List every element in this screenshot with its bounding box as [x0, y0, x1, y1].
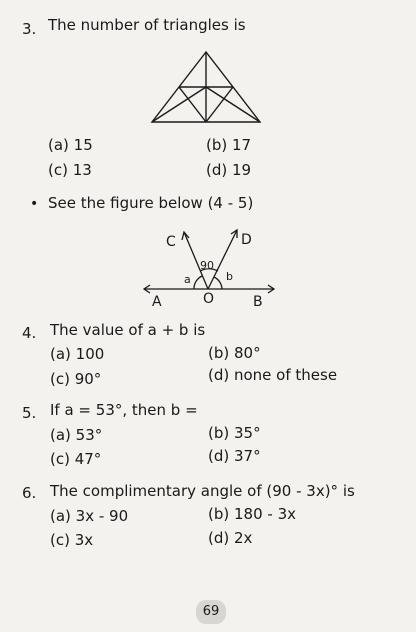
q4-option-b: (b) 80°	[208, 344, 261, 362]
point-b-label: B	[253, 294, 263, 310]
q5-option-b: (b) 35°	[208, 424, 261, 442]
q6-option-d: (d) 2x	[208, 529, 253, 547]
q5-number: 5.	[22, 404, 37, 422]
triangles-figure	[148, 50, 264, 124]
q4-number: 4.	[22, 324, 37, 342]
q5-option-d: (d) 37°	[208, 447, 261, 465]
q3-option-d: (d) 19	[206, 161, 252, 179]
q5-option-a: (a) 53°	[50, 426, 103, 444]
q3-option-c: (c) 13	[48, 161, 92, 179]
angle-90-label: 90	[200, 259, 214, 272]
point-o-label: O	[203, 291, 215, 307]
q4-option-a: (a) 100	[50, 345, 105, 363]
q6-option-c: (c) 3x	[50, 531, 94, 549]
q3-option-a: (a) 15	[48, 136, 93, 154]
figure-intro-text: See the figure below (4 - 5)	[48, 194, 254, 212]
q3-number: 3.	[22, 20, 37, 38]
q3-text: The number of triangles is	[48, 16, 246, 34]
q4-text: The value of a + b is	[50, 321, 206, 339]
angle-a-label: a	[184, 273, 191, 286]
q3-option-b: (b) 17	[206, 136, 252, 154]
q6-number: 6.	[22, 484, 37, 502]
q6-option-b: (b) 180 - 3x	[208, 505, 296, 523]
q6-text: The complimentary angle of (90 - 3x)° is	[50, 482, 355, 500]
angle-figure	[142, 222, 276, 312]
point-a-label: A	[152, 294, 162, 310]
page-number: 69	[196, 600, 226, 624]
q5-text: If a = 53°, then b =	[50, 401, 198, 419]
angle-b-label: b	[226, 270, 233, 283]
q4-option-d: (d) none of these	[208, 366, 338, 384]
q6-option-a: (a) 3x - 90	[50, 507, 129, 525]
bullet-point: •	[30, 196, 39, 212]
point-c-label: C	[166, 234, 176, 250]
q4-option-c: (c) 90°	[50, 370, 102, 388]
point-d-label: D	[241, 232, 252, 248]
q5-option-c: (c) 47°	[50, 450, 102, 468]
